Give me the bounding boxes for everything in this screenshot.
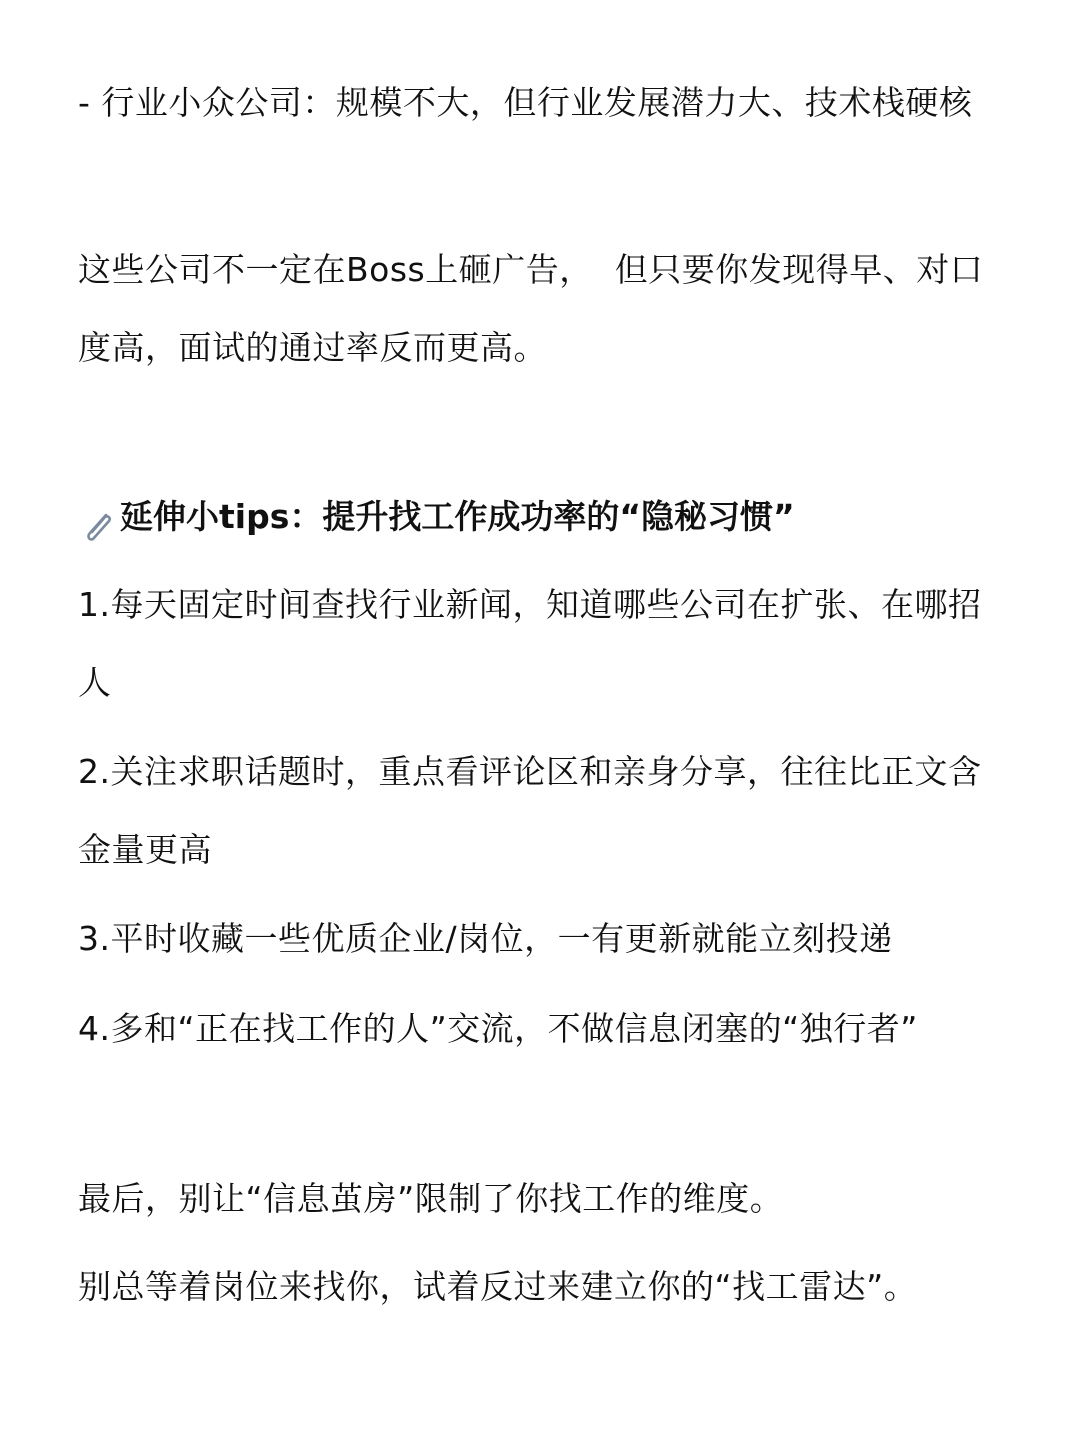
paragraph-niche-companies: - 行业小众公司：规模不大，但行业发展潜力大、技术栈硬核 (78, 83, 973, 122)
closing-line-1: 最后，别让“信息茧房”限制了你找工作的维度。 (78, 1179, 784, 1218)
paragraph-hidden-companies: 这些公司不一定在Boss上砸广告， 但只要你发现得早、对口度高，面试的通过率反而更高。 (78, 250, 984, 367)
tip-item-3: 3.平时收藏一些优质企业/岗位，一有更新就能立刻投递 (78, 919, 893, 958)
tip-item-2: 2.关注求职话题时，重点看评论区和亲身分享，往往比正文含金量更高 (78, 752, 982, 869)
tip-item-1: 1.每天固定时间查找行业新闻，知道哪些公司在扩张、在哪招人 (78, 585, 982, 702)
tips-heading (78, 478, 795, 556)
paperclip-icon (78, 497, 118, 537)
closing-line-2: 别总等着岗位来找你，试着反过来建立你的“找工雷达”。 (78, 1267, 918, 1306)
tips-heading-text: 延伸小tips：提升找工作成功率的“隐秘习惯” (120, 497, 795, 536)
tip-item-4: 4.多和“正在找工作的人”交流，不做信息闭塞的“独行者” (78, 1009, 918, 1048)
